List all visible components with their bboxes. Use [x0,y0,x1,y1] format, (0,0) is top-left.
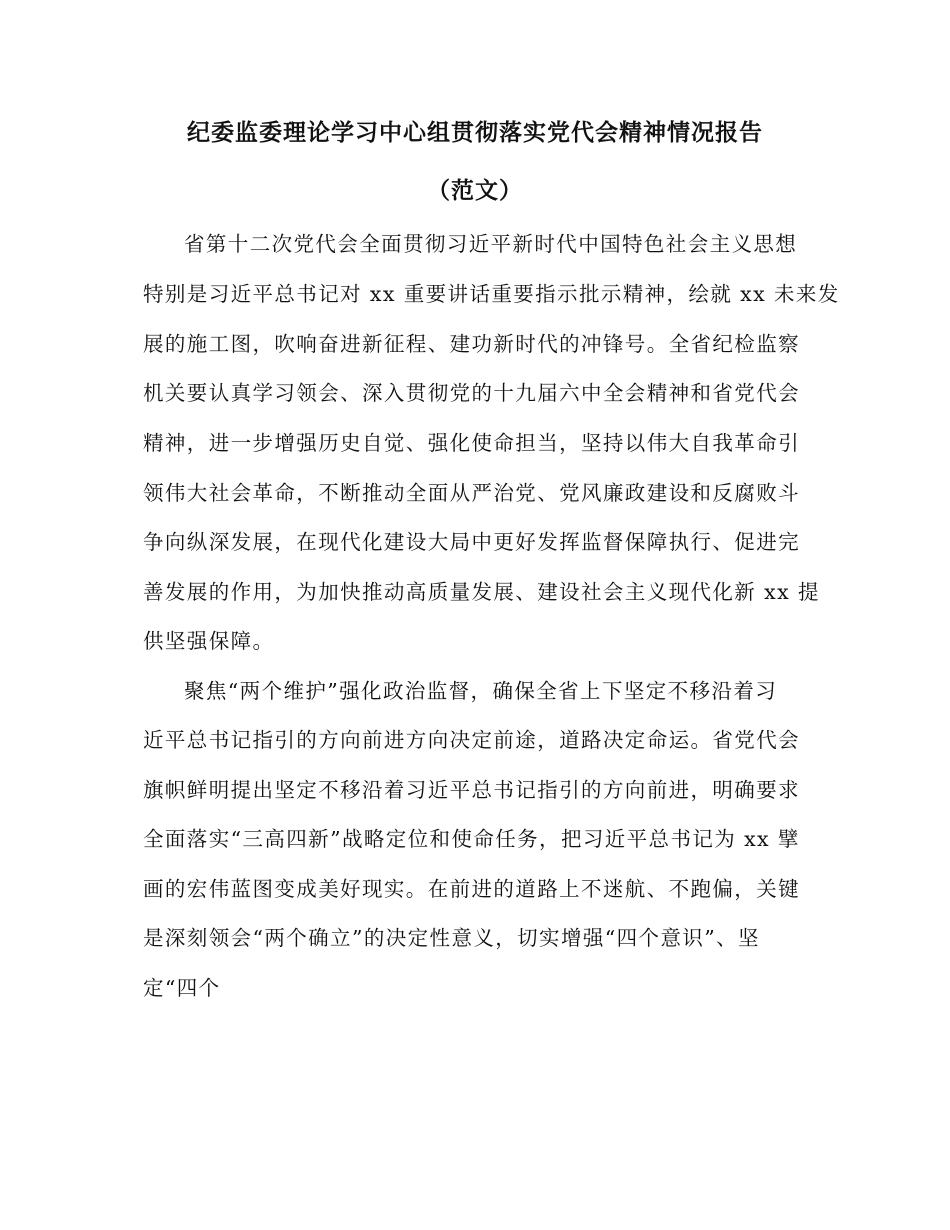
paragraph-2-line-7: 定“四个 [143,976,221,1000]
paragraph-2-line-1: 聚焦“两个维护”强化政治监督，确保全省上下坚定不移沿着习 [184,679,778,703]
paragraph-1-line-4: 机关要认真学习领会、深入贯彻党的十九届六中全会精神和省党代会 [143,381,800,405]
paragraph-2-line-2: 近平总书记指引的方向前进方向决定前途，道路决定命运。省党代会 [143,728,800,752]
paragraph-1-line-6: 领伟大社会革命，不断推动全面从严治党、党风廉政建设和反腐败斗 [143,481,800,505]
paragraph-2-line-6: 是深刻领会“两个确立”的决定性意义，切实增强“四个意识”、坚 [143,926,760,950]
paragraph-2-line-5: 画的宏伟蓝图变成美好现实。在前进的道路上不迷航、不跑偏，关键 [143,877,800,901]
paragraph-1-line-3: 展的施工图，吹响奋进新征程、建功新时代的冲锋号。全省纪检监察 [143,332,800,356]
document-title: 纪委监委理论学习中心组贯彻落实党代会精神情况报告 [187,119,763,146]
paragraph-1-line-1: 省第十二次党代会全面贯彻习近平新时代中国特色社会主义思想 [184,232,798,256]
paragraph-1-line-7: 争向纵深发展，在现代化建设大局中更好发挥监督保障执行、促进完 [143,530,800,554]
paragraph-1-line-9: 供坚强保障。 [143,629,275,653]
paragraph-1-line-5: 精神，进一步增强历史自觉、强化使命担当，坚持以伟大自我革命引 [143,431,800,455]
document-subtitle: （范文） [427,177,523,204]
paragraph-2-line-4: 全面落实“三高四新”战略定位和使命任务，把习近平总书记为 xx 擘 [143,827,800,851]
paragraph-2-line-3: 旗帜鲜明提出坚定不移沿着习近平总书记指引的方向前进，明确要求 [143,778,800,802]
paragraph-1-line-8: 善发展的作用，为加快推动高质量发展、建设社会主义现代化新 xx 提 [143,580,820,604]
paragraph-1-line-2: 特别是习近平总书记对 xx 重要讲话重要指示批示精神，绘就 xx 未来发 [143,282,840,306]
